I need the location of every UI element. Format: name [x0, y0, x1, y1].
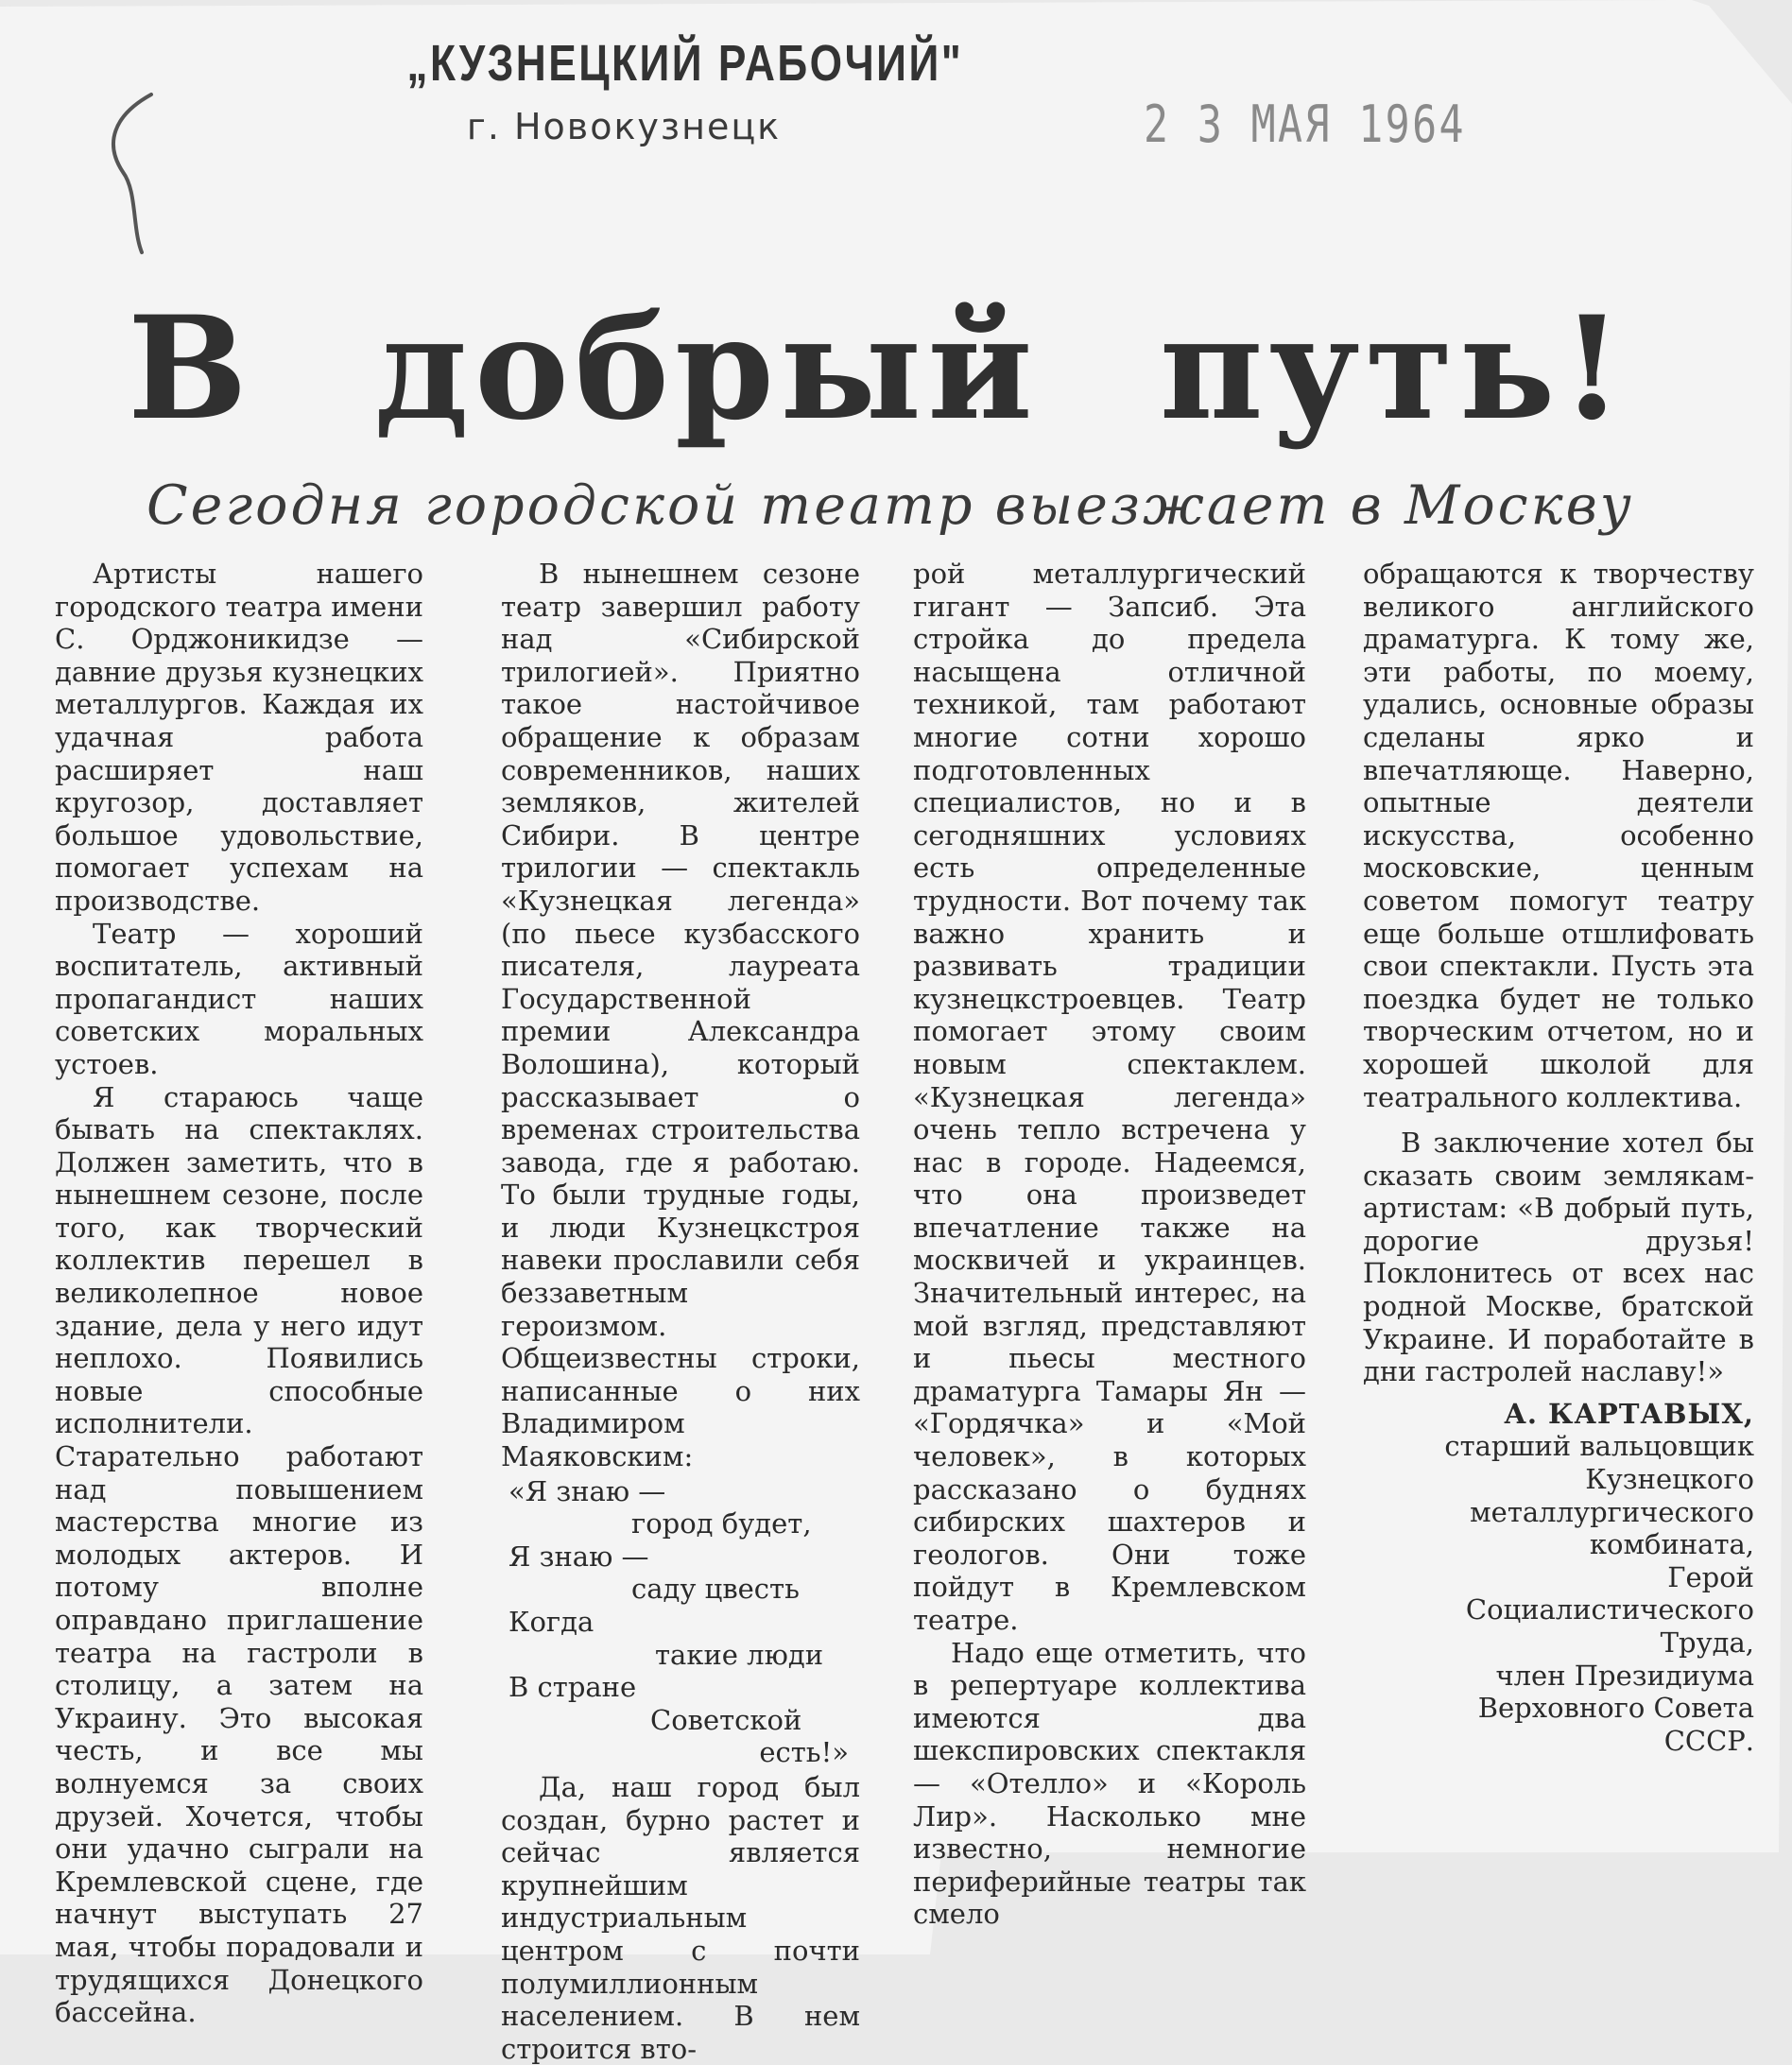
- article-column-4: [1363, 558, 1754, 1757]
- handwritten-bracket-mark: [95, 87, 170, 257]
- poem-line: «Я знаю —: [508, 1474, 666, 1507]
- poem-line: Советской: [650, 1703, 802, 1736]
- author-title-line: Герой: [1667, 1560, 1754, 1593]
- author-title-line: Кузнецкого: [1585, 1463, 1754, 1496]
- paragraph: Надо еще отметить, что в репертуаре коллектива имеются два шекспировских спектакля — «Отелло» и «Король Лир». Насколько мне известно, немногие периферийные театры так смело: [913, 1636, 1306, 1931]
- article-column-2: [501, 558, 860, 2065]
- date-stamp: 2 3 МАЯ 1964: [1144, 95, 1466, 154]
- poem-line: город будет,: [631, 1507, 812, 1540]
- paragraph: В заключение хотел бы сказать своим землякам-артистам: «В добрый путь, дорогие друзья! Поклонитесь от всех нас родной Москве, братской Украине. И поработайте в дни гастролей наславу!»: [1363, 1127, 1754, 1388]
- paragraph: Артисты нашего городского театра имени С. Орджоникидзе — давние друзья кузнецких металлургов. Каждая их удачная работа расширяет наш кругозор, доставляет большое удовольствие, помогает успехам на производстве.: [55, 558, 423, 917]
- author-title-line: Верховного Совета: [1477, 1692, 1754, 1725]
- author-title-line: Труда,: [1660, 1626, 1754, 1659]
- poem-line: такие люди: [655, 1638, 824, 1671]
- author-title-line: металлургического: [1470, 1495, 1754, 1528]
- author-title-line: член Президиума: [1495, 1659, 1754, 1692]
- author-title-line: Социалистического: [1465, 1593, 1754, 1626]
- subheadline: Сегодня городской театр выезжает в Москву: [146, 474, 1634, 537]
- author-title-line: комбината,: [1589, 1528, 1754, 1561]
- paragraph: рой металлургический гигант — Запсиб. Эта стройка до предела насыщена отличной техникой, там работают многие сотни хорошо подготовленных специалистов, но и в сегодняшних условиях есть определенные трудности. Вот почему так важно хранить и развивать традиции кузнецкстроевцев. Театр помогает этому своим новым спектаклем. «Кузнецкая легенда» очень тепло встречена у нас в городе. Надеемся, что она произведет впечатление также на москвичей и украинцев. Значительный интерес, на мой взгляд, представляют и пьесы местного драматурга Тамары Ян — «Гордячка» и «Мой человек», в которых рассказано о буднях сибирских шахтеров и геологов. Они тоже пойдут в Кремлевском театре.: [913, 558, 1306, 1636]
- author-name: А. КАРТАВЫХ,: [1504, 1397, 1754, 1430]
- city-name: г. Новокузнецк: [466, 106, 782, 147]
- poem-line: Когда: [508, 1606, 594, 1638]
- poem-line: В стране: [508, 1671, 637, 1704]
- newspaper-name: „КУЗНЕЦКИЙ РАБОЧИЙ": [406, 35, 964, 92]
- masthead: [359, 34, 964, 147]
- poem-line: Я знаю —: [508, 1540, 649, 1573]
- paragraph: В нынешнем сезоне театр завершил работу над «Сибирской трилогией». Приятно такое настойчивое обращение к образам современников, наших земляков, жителей Сибири. В центре трилогии — спектакль «Кузнецкая легенда» (по пьесе кузбасского писателя, лауреата Государственной премии Александра Волошина), который рассказывает о временах строительства завода, где я работаю. То были трудные годы, и люди Кузнецкстроя навеки прославили себя беззаветным героизмом. Общеизвестны строки, написанные о них Владимиром Маяковским:: [501, 558, 860, 1473]
- article-column-3: [913, 558, 1306, 1931]
- author-title-line: СССР.: [1663, 1724, 1754, 1757]
- poem-quote: [508, 1475, 860, 1769]
- paragraph: Я стараюсь чаще бывать на спектаклях. Должен заметить, что в нынешнем сезоне, после того, как творческий коллектив перешел в великолепное новое здание, дела у него идут неплохо. Появились новые способные исполнители. Старательно работают над повышением мастерства многие из молодых актеров. И потому вполне оправдано приглашение театра на гастроли в столицу, а затем на Украину. Это высокая честь, и все мы волнуемся за своих друзей. Хочется, чтобы они удачно сыграли на Кремлевской сцене, где начнут выступать 27 мая, чтобы порадовали и трудящихся Донецкого бассейна.: [55, 1080, 423, 2029]
- headline: В добрый путь!: [128, 285, 1629, 452]
- paragraph: Да, наш город был создан, бурно растет и сейчас является крупнейшим индустриальным центром с почти полумиллионным населением. В нем строится вто-: [501, 1770, 860, 2065]
- author-title-line: старший вальцовщик: [1444, 1430, 1754, 1463]
- article-column-1: [55, 558, 423, 2029]
- poem-line: есть!»: [759, 1736, 849, 1769]
- paragraph: Театр — хороший воспитатель, активный пропагандист наших советских моральных устоев.: [55, 917, 423, 1080]
- signature-block: [1363, 1398, 1754, 1758]
- poem-line: саду цвесть: [631, 1573, 800, 1606]
- paragraph: обращаются к творчеству великого английского драматурга. К тому же, эти работы, по моему, удались, основные образы сделаны ярко и впечатляюще. Наверно, опытные деятели искусства, особенно московские, ценным советом помогут театру еще больше отшлифовать свои спектакли. Пусть эта поездка будет не только творческим отчетом, но и хорошей школой для театрального коллектива.: [1363, 558, 1754, 1113]
